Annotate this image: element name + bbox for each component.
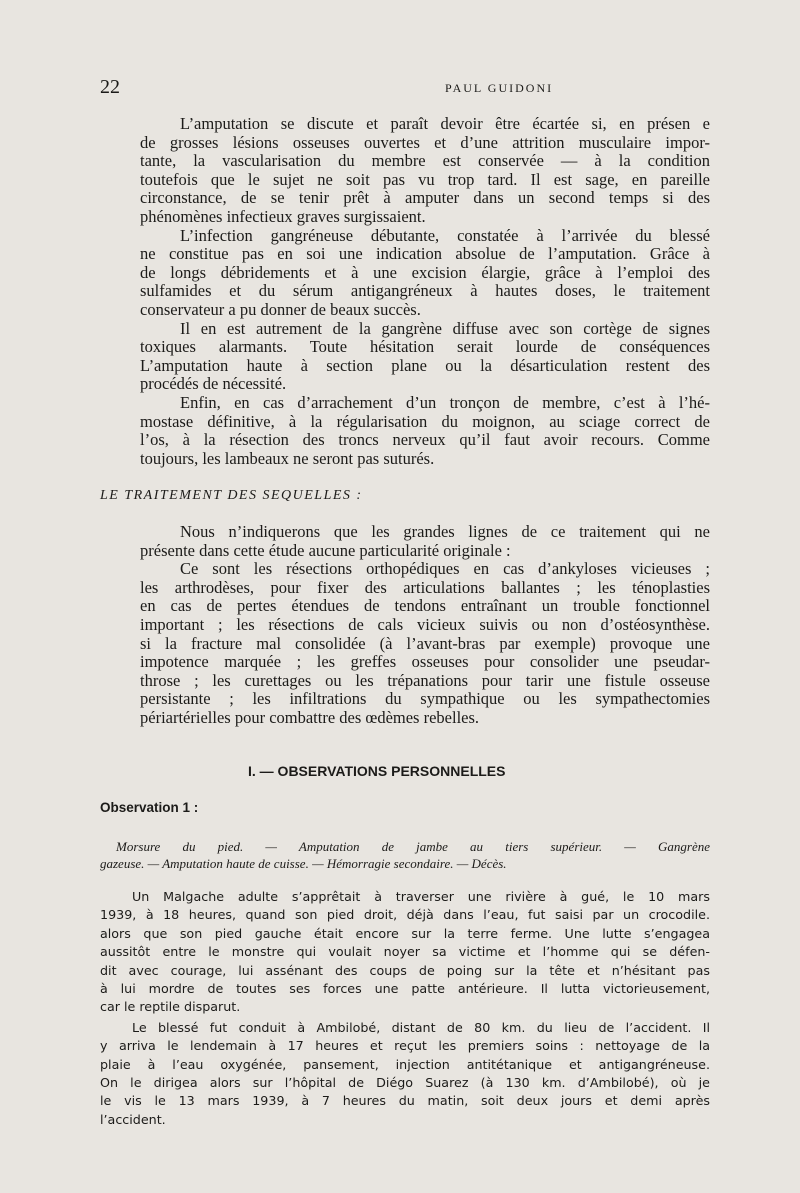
text-line: de longs débridements et à une excision élargie, grâce à l’emploi des [140, 262, 710, 282]
text-line: plaie à l’eau oxygénée, pansement, injection antitétanique et antigangréneuse. [100, 1056, 710, 1072]
paragraph [100, 888, 710, 1017]
text-line: important ; les résections de cals vicieux suivis ou non d’ostéosynthèse. [140, 614, 710, 634]
text-line: mostase définitive, à la régularisation du moignon, au sciage correct de [140, 411, 710, 431]
sequelles-section [100, 523, 710, 728]
observation-label: Observation 1 : [100, 800, 199, 815]
paragraph [100, 227, 710, 320]
text-line: conservateur a pu donner de beaux succès. [140, 299, 421, 319]
text-line: procédés de nécessité. [140, 374, 287, 394]
text-line: car le reptile disparut. [100, 999, 241, 1015]
page-number: 22 [100, 76, 120, 98]
text-line: toujours, les lambeaux ne seront pas suturés. [140, 448, 435, 468]
text-line: L’amputation haute à section plane ou la désarticulation restent des [140, 355, 710, 375]
running-title: PAUL GUIDONI [445, 81, 554, 95]
page-header [100, 76, 710, 100]
text-line: tante, la vascularisation du membre est conservée — à la condition [140, 151, 710, 171]
observation-body [100, 888, 710, 1129]
text-line: dit avec courage, lui assénant des coups de poing sur la tête et n’hésitant pas [100, 962, 710, 978]
text-line: présente dans cette étude aucune particularité originale : [140, 540, 511, 560]
text-line: persistante ; les infiltrations du sympathique ou les sympathectomies [140, 689, 710, 709]
text-line: le vis le 13 mars 1939, à 7 heures du matin, soit deux jours et demi après [100, 1093, 710, 1109]
text-line: de grosses lésions osseuses ouvertes et d’une attrition musculaire impor- [140, 132, 710, 152]
text-line: Enfin, en cas d’arrachement d’un tronçon de membre, c’est à l’hé- [180, 392, 710, 412]
text-line: si la fracture mal consolidée (à l’avant-bras par exemple) provoque une [140, 633, 710, 653]
text-line: Nous n’indiquerons que les grandes lignes de ce traitement qui ne [180, 522, 710, 541]
text-line: en cas de pertes étendues de tendons entraînant un trouble fonctionnel [140, 596, 710, 616]
text-line: Un Malgache adulte s’apprêtait à traverser une rivière à gué, le 10 mars [132, 889, 710, 904]
paragraph [100, 115, 710, 227]
text-line: les arthrodèses, pour fixer des articulations ballantes ; les ténoplasties [140, 577, 710, 597]
text-line: throse ; les curettages ou les trépanations pour tarir une fistule osseuse [140, 670, 710, 690]
intro-section [100, 115, 710, 468]
paragraph [100, 320, 710, 394]
text-line: périartérielles pour combattre des œdèmes rebelles. [140, 707, 480, 727]
text-line: alors que son pied gauche était encore sur la terre ferme. Une lutte s’engagea [100, 925, 710, 941]
text-line: L’amputation se discute et paraît devoir être écartée si, en présen e [180, 114, 710, 133]
text-line: Il en est autrement de la gangrène diffuse avec son cortège de signes [180, 318, 710, 338]
paragraph [100, 523, 710, 560]
text-line: l’accident. [100, 1111, 166, 1127]
text-line: On le dirigea alors sur l’hôpital de Diégo Suarez (à 130 km. d’Ambilobé), où je [100, 1075, 710, 1091]
observations-heading: I. — OBSERVATIONS PERSONNELLES [248, 763, 506, 779]
subtitle-line: gazeuse. — Amputation haute de cuisse. — Hémorragie secondaire. — Décès. [100, 856, 507, 871]
observation-subtitle [100, 838, 710, 872]
subtitle-line: Morsure du pied. — Amputation de jambe au tiers supérieur. — Gangrène [116, 839, 710, 854]
text-line: toxiques alarmants. Toute hésitation serait lourde de conséquences [140, 337, 710, 357]
text-line: l’os, à la résection des troncs nerveux qu’il faut avoir recours. Comme [140, 430, 710, 450]
text-line: y arriva le lendemain à 17 heures et reçut les premiers soins : nettoyage de la [100, 1038, 710, 1054]
section-title: LE TRAITEMENT DES SEQUELLES : [100, 488, 363, 503]
text-line: à lui mordre de toutes ses forces une patte antérieure. Il lutta victorieusement, [100, 981, 710, 997]
paragraph [100, 560, 710, 727]
text-line: circonstance, de se tenir prêt à amputer dans un second temps si des [140, 188, 710, 208]
text-line: Ce sont les résections orthopédiques en cas d’ankyloses vicieuses ; [180, 559, 710, 579]
paragraph [100, 394, 710, 468]
paragraph [100, 1019, 710, 1129]
text-line: phénomènes infectieux graves surgissaient. [140, 206, 426, 226]
text-line: 1939, à 18 heures, quand son pied droit, déjà dans l’eau, fut saisi par un crocodile. [100, 907, 710, 923]
text-line: impotence marquée ; les greffes osseuses pour consolider une pseudar- [140, 652, 710, 672]
text-line: sulfamides et du sérum antigangréneux à hautes doses, le traitement [140, 281, 710, 301]
text-line: L’infection gangréneuse débutante, constatée à l’arrivée du blessé [180, 225, 710, 245]
text-line: aussitôt entre le monstre qui voulait noyer sa victime et l’homme qui se défen- [100, 944, 710, 960]
text-line: toutefois que le sujet ne soit pas vu trop tard. Il est sage, en pareille [140, 169, 710, 189]
text-line: Le blessé fut conduit à Ambilobé, distant de 80 km. du lieu de l’accident. Il [132, 1019, 710, 1035]
text-line: ne constitue pas en soi une indication absolue de l’amputation. Grâce à [140, 244, 710, 264]
